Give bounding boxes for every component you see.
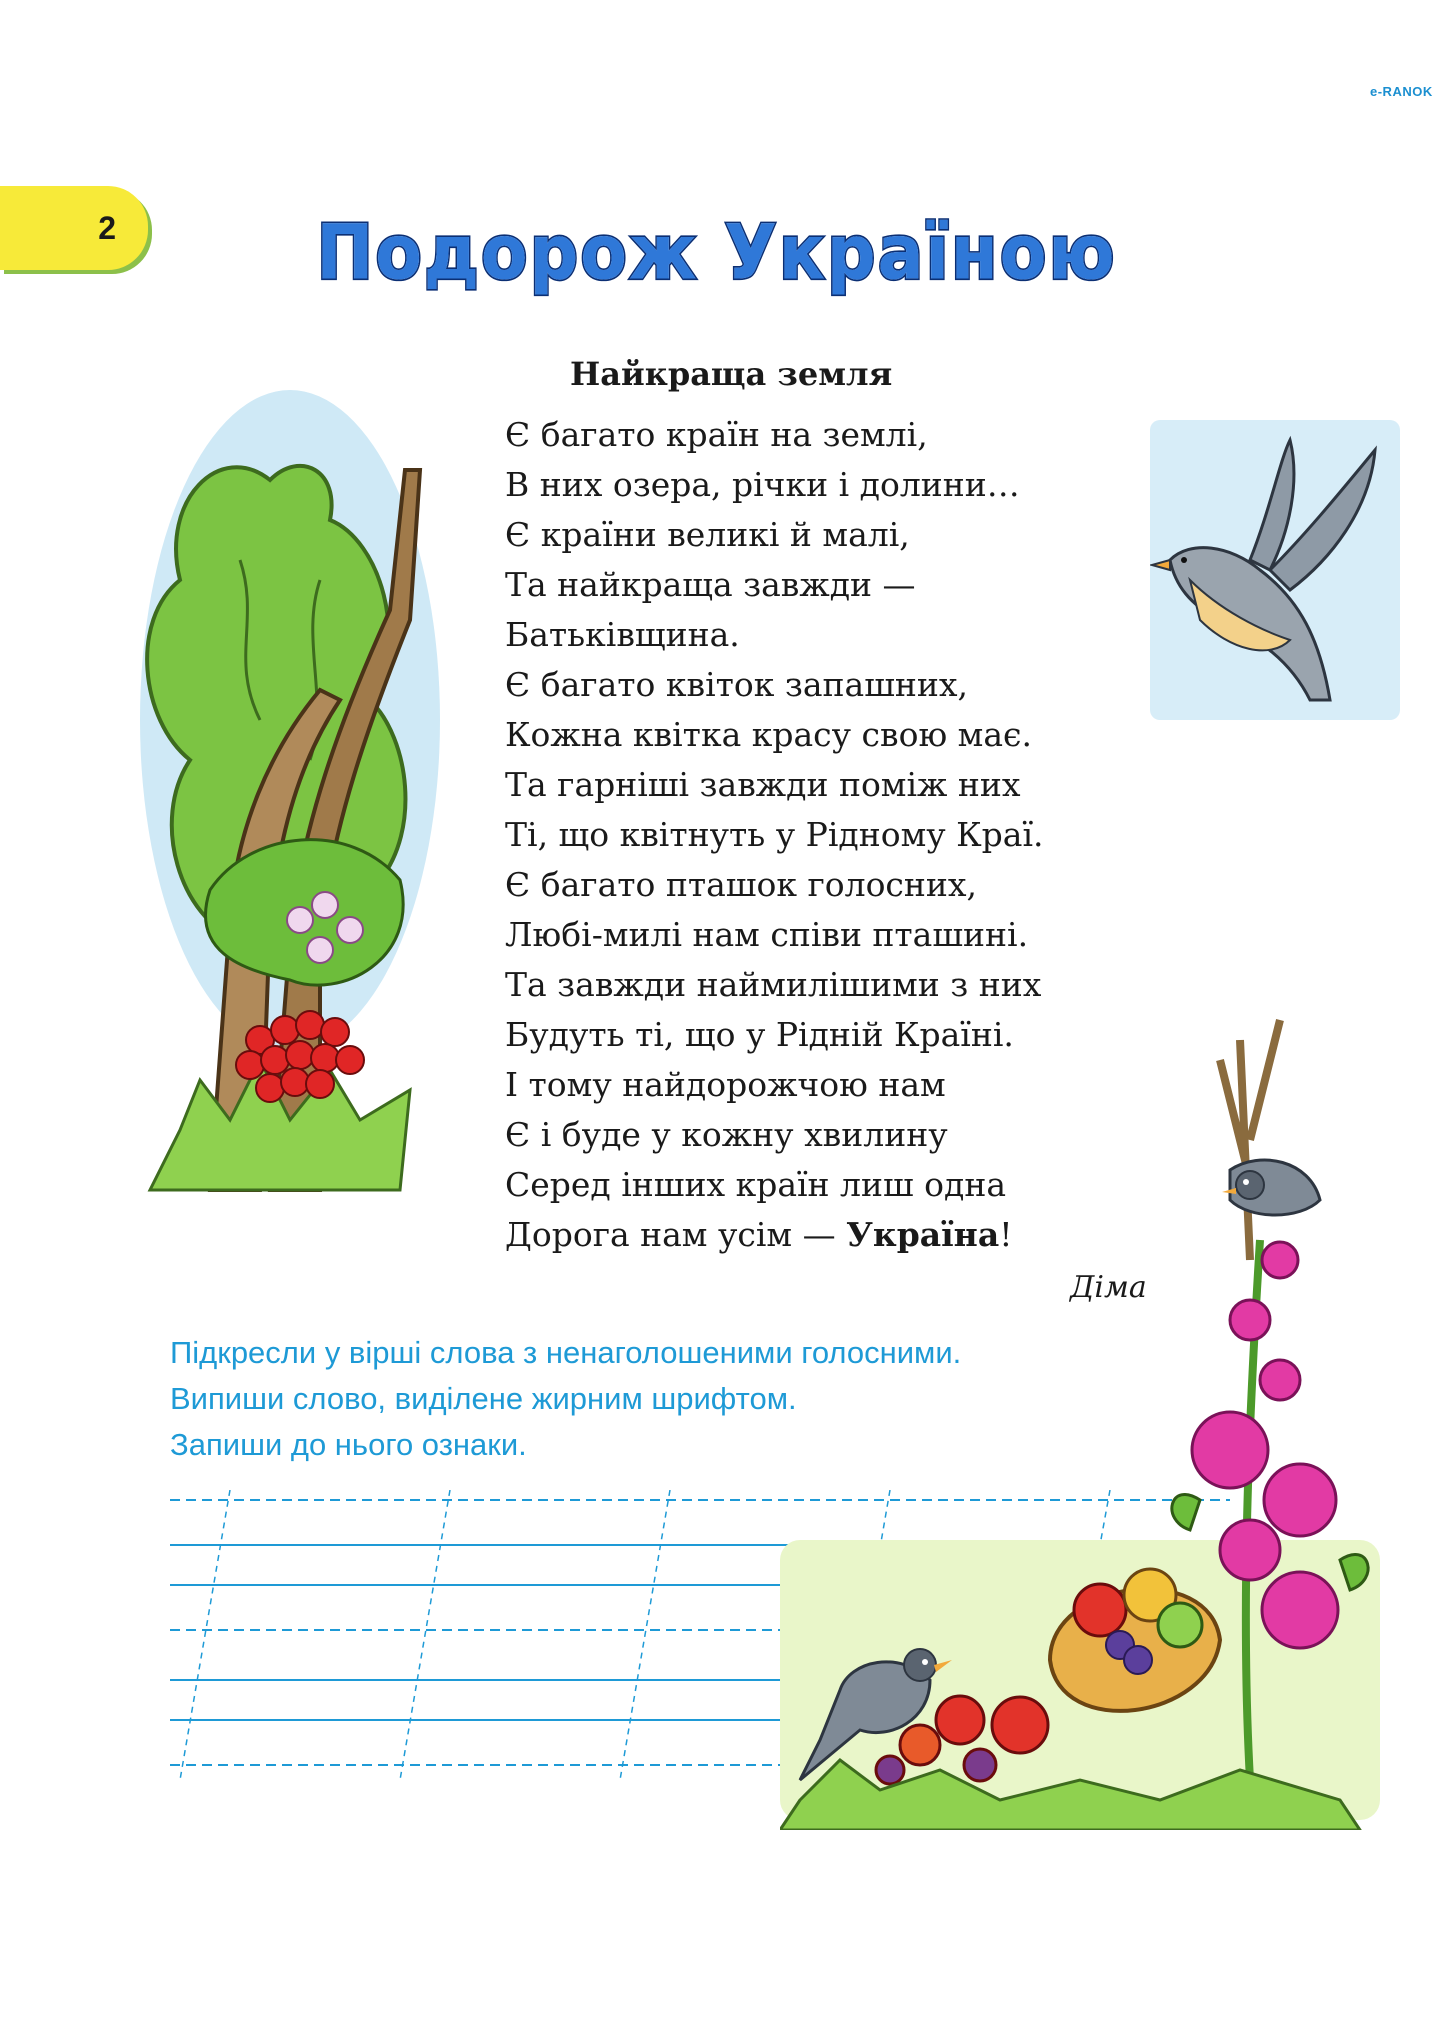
poem-author: Діма (1070, 1270, 1147, 1305)
poem-line: Є багато країн на землі, (505, 415, 928, 454)
section-title-text: Подорож Україною (316, 209, 1117, 298)
task-line: Випиши слово, виділене жирним шрифтом. (170, 1381, 797, 1416)
poem-line: Серед інших країн лиш одна (505, 1165, 1007, 1204)
poem-line: Ті, що квітнуть у Рідному Краї. (505, 815, 1044, 854)
poem-last-line-prefix: Дорога нам усім — (505, 1215, 847, 1254)
poem-line: В них озера, річки і долини… (505, 465, 1020, 504)
task-line: Запиши до нього ознаки. (170, 1427, 527, 1462)
poem-line: Є багато пташок голосних, (505, 865, 978, 904)
poem-line: Батьківщина. (505, 615, 740, 654)
section-title (0, 209, 1433, 298)
poem-line: Є багато квіток запашних, (505, 665, 968, 704)
bird-eye (1181, 557, 1187, 563)
poem-line: І тому найдорожчою нам (505, 1065, 946, 1104)
task-line: Підкресли у вірші слова з ненаголошеними голосними. (170, 1335, 962, 1370)
branch (1220, 1020, 1280, 1260)
page-number: 2 (98, 210, 116, 246)
poem-line: Та гарніші завжди поміж них (505, 765, 1021, 804)
small-bird-top (1222, 1160, 1320, 1215)
tree-illustration (120, 360, 450, 1260)
poem-line: Та найкраща завжди — (505, 565, 916, 604)
poem-title: Найкраща земля (570, 355, 893, 393)
poem-line: Любі-милі нам співи пташині. (505, 915, 1029, 954)
bold-word: Україна (846, 1215, 1000, 1254)
poem-last-line-suffix: ! (999, 1215, 1013, 1254)
poem-line: Та завжди наймилішими з них (505, 965, 1042, 1004)
poem-line: Кожна квітка красу свою має. (505, 715, 1033, 754)
flying-bird-illustration (1150, 420, 1400, 720)
garden-illustration (780, 1000, 1400, 1830)
poem-line: Будуть ті, що у Рідній Країні. (505, 1015, 1014, 1054)
publisher-logo: e-RANOK (1370, 84, 1433, 99)
poem-line: Є країни великі й малі, (505, 515, 910, 554)
poem-line: Є і буде у кожну хвилину (505, 1115, 948, 1154)
